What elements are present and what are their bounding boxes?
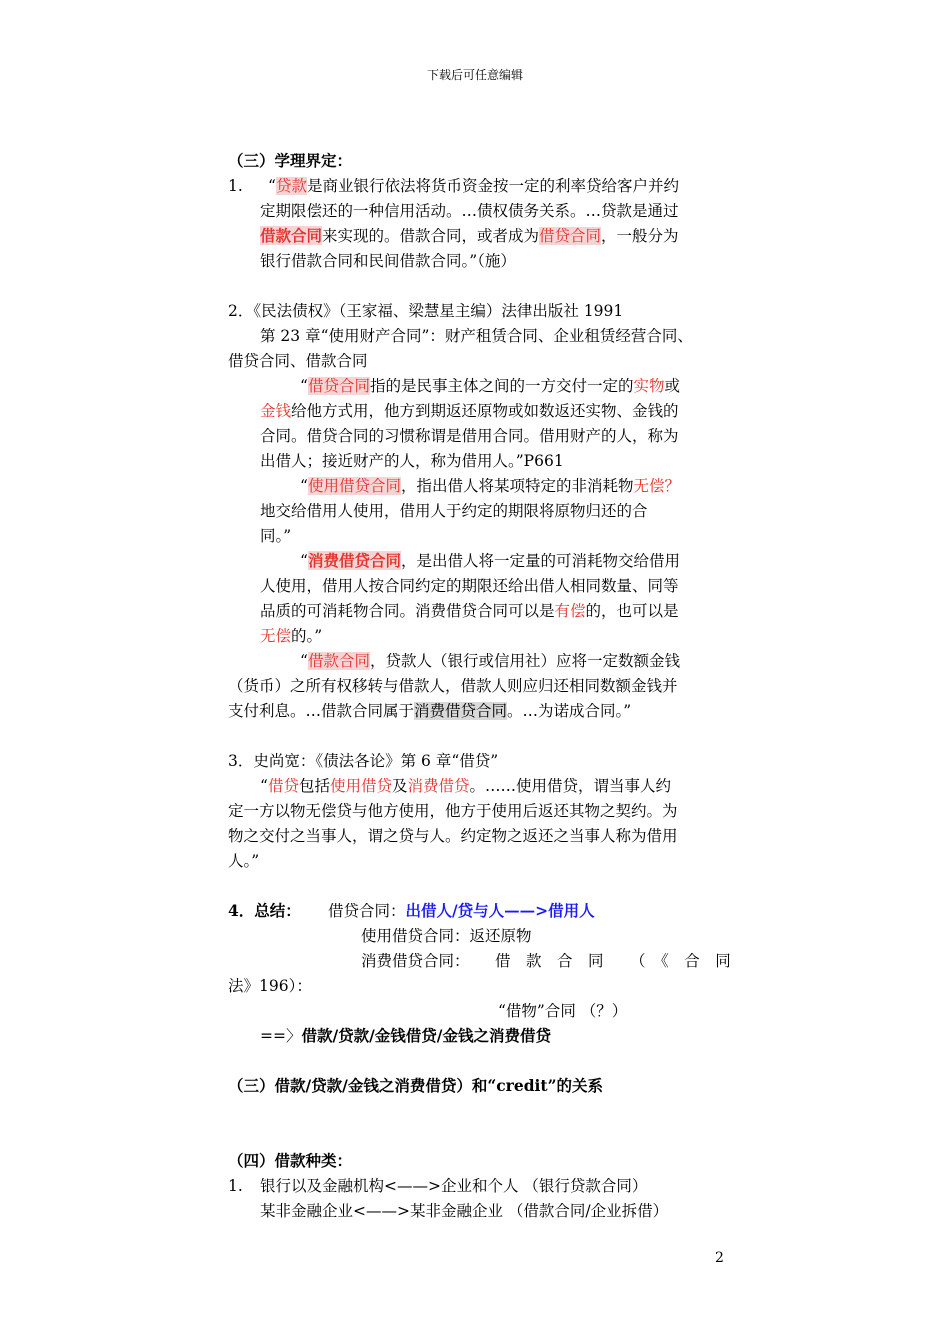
quote-line: 支付利息。…借款合同属于消费借贷合同。…为诺成合同。” [228, 702, 632, 720]
summary-line: 消费借贷合同： [361, 952, 470, 970]
summary-line: （ 《 合 同 [630, 952, 731, 970]
list-item: 银行以及金融机构<——>企业和个人 （银行贷款合同） [260, 1177, 648, 1195]
summary-line: “借物”合同 （？） [498, 1002, 628, 1020]
quote-line: 地交给借用人使用，借用人于约定的期限将原物归还的合 [260, 502, 648, 520]
quote-line: （货币）之所有权移转与借款人，借款人则应归还相同数额金钱并 [228, 677, 678, 695]
quote-line: 品质的可消耗物合同。消费借贷合同可以是有偿的，也可以是 [260, 602, 679, 620]
summary-line: 借 款 合 同 [495, 952, 604, 970]
section-heading-loan-types: （四）借款种类： [228, 1151, 353, 1170]
term-highlight: 贷款 [275, 177, 307, 195]
page-number: 2 [715, 1250, 724, 1266]
quote-line: 无偿的。” [260, 627, 323, 645]
quote-line: 出借人；接近财产的人，称为借用人。”P661 [260, 452, 564, 470]
paragraph-line: 借款合同来实现的。借款合同，或者成为借贷合同，一般分为 [260, 226, 679, 245]
term-highlight: 使用借贷合同 [307, 477, 401, 495]
paragraph-line: “借贷包括使用借贷及消费借贷。……使用借贷，谓当事人约 [260, 777, 672, 795]
list-number-1: 1. [228, 177, 243, 195]
summary-line: 使用借贷合同：返还原物 [361, 927, 532, 945]
paragraph-line: 物之交付之当事人，谓之贷与人。约定物之返还之当事人称为借用 [228, 827, 678, 845]
paragraph-line: 定期限偿还的一种信用活动。…债权债务关系。…贷款是通过 [260, 202, 679, 220]
term-highlight: 消费借贷合同 [307, 551, 401, 570]
term-highlight: 借贷合同 [539, 227, 602, 245]
quote-line: “借贷合同指的是民事主体之间的一方交付一定的实物或 [300, 377, 680, 395]
summary-line: 法》196）： [228, 977, 312, 995]
term-highlight-gray: 消费借贷合同 [414, 702, 508, 720]
quote-line: “借款合同，贷款人（银行或信用社）应将一定数额金钱 [300, 652, 680, 670]
paragraph-line: 定一方以物无偿贷与他方使用，他方于使用后返还其物之契约。为 [228, 802, 678, 820]
paragraph-line: 人。” [228, 852, 260, 870]
paragraph-line: 2．《民法债权》（王家福、梁慧星主编）法律出版社 1991 [228, 302, 624, 320]
quote-line: 人使用，借用人按合同约定的期限还给出借人相同数量、同等 [260, 577, 679, 595]
section-heading-credit: （三）借款/贷款/金钱之消费借贷）和“credit”的关系 [228, 1076, 604, 1095]
summary-label: 4．总结： [228, 901, 301, 920]
quote-line: “消费借贷合同，是出借人将一定量的可消耗物交给借用 [300, 551, 680, 570]
paragraph-line: 3．史尚宽：《债法各论》第 6 章“借贷” [228, 752, 499, 770]
list-item: 某非金融企业<——>某非金融企业 （借款合同/企业拆借） [260, 1202, 669, 1220]
quote-line: 金钱给他方式用，他方到期返还原物或如数返还实物、金钱的 [260, 402, 679, 420]
paragraph-line: “贷款是商业银行依法将货币资金按一定的利率贷给客户并约 [268, 177, 679, 195]
page-header: 下载后可任意编辑 [426, 68, 523, 82]
summary-line: 借贷合同：出借人/贷与人——>借用人 [328, 901, 595, 920]
paragraph-line: 借贷合同、借款合同 [228, 352, 368, 370]
paragraph-line: 银行借款合同和民间借款合同。”（施） [260, 252, 516, 270]
quote-line: “使用借贷合同，指出借人将某项特定的非消耗物无偿？ [300, 477, 680, 495]
quote-line: 同。” [260, 527, 292, 545]
term-highlight: 借款合同 [307, 652, 370, 670]
list-number-1: 1. [228, 1177, 243, 1195]
section-heading-definition: （三）学理界定： [228, 151, 353, 170]
quote-line: 合同。借贷合同的习惯称谓是借用合同。借用财产的人，称为 [260, 427, 679, 445]
summary-conclusion: ==〉借款/贷款/金钱借贷/金钱之消费借贷 [260, 1026, 551, 1045]
term-highlight: 借贷合同 [307, 377, 370, 395]
term-highlight: 借款合同 [260, 226, 323, 245]
paragraph-line: 第 23 章“使用财产合同”：财产租赁合同、企业租赁经营合同、 [260, 327, 693, 345]
